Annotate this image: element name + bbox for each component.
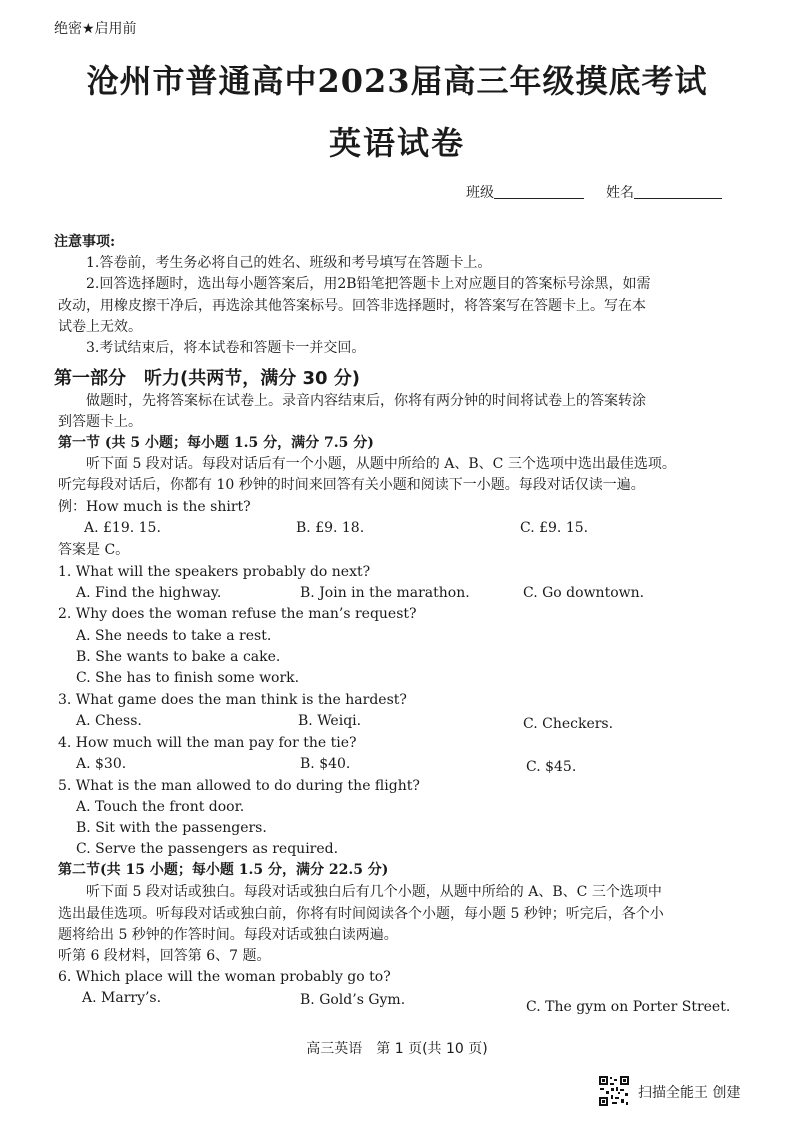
- question-6-stem: 6. Which place will the woman probably go to?: [58, 969, 391, 985]
- question-3-option-c: C. Checkers.: [523, 716, 614, 732]
- example-option-c: C. £9. 15.: [520, 520, 589, 536]
- question-2-option-b: B. She wants to bake a cake.: [76, 649, 281, 665]
- question-3-stem: 3. What game does the man think is the hardest?: [58, 692, 407, 708]
- notice-item-1: 1.答卷前，考生务必将自己的姓名、班级和考号填写在答题卡上。: [86, 255, 492, 271]
- material-6-instruction: 听第 6 段材料，回答第 6、7 题。: [58, 948, 271, 964]
- question-4-stem: 4. How much will the man pay for the tie?: [58, 735, 357, 751]
- question-2-option-c: C. She has to finish some work.: [76, 670, 300, 686]
- question-1-option-b: B. Join in the marathon.: [300, 585, 470, 601]
- part1-heading: 第一部分 听力(共两节，满分 30 分): [54, 368, 361, 389]
- question-4-option-b: B. $40.: [300, 756, 351, 772]
- question-3-option-b: B. Weiqi.: [298, 713, 362, 729]
- class-field: [466, 182, 584, 202]
- notice-item-2-line1: 2.回答选择题时，选出每小题答案后，用2B铅笔把答题卡上对应题目的答案标号涂黑，如需: [86, 276, 651, 292]
- page-footer: 高三英语 第 1 页(共 10 页): [306, 1041, 488, 1057]
- confidential-mark: 绝密★启用前: [54, 21, 137, 37]
- notice-item-2-line3: 试卷上无效。: [58, 319, 142, 335]
- question-1-option-a: A. Find the highway.: [76, 585, 222, 601]
- section2-intro-line3: 题将给出 5 秒钟的作答时间。每段对话或独白读两遍。: [58, 927, 398, 943]
- question-6-option-a: A. Marry’s.: [82, 990, 162, 1006]
- example-option-b: B. £9. 18.: [296, 520, 365, 536]
- question-4-option-c: C. $45.: [526, 759, 577, 775]
- exam-title: 沧州市普通高中2023届高三年级摸底考试: [86, 62, 708, 100]
- question-5-stem: 5. What is the man allowed to do during the flight?: [58, 778, 420, 794]
- section1-intro-line2: 听完每段对话后，你都有 10 秒钟的时间来回答有关小题和阅读下一小题。每段对话仅读一遍。: [58, 477, 645, 493]
- question-1-stem: 1. What will the speakers probably do next?: [58, 564, 371, 580]
- qr-code-icon: [598, 1075, 630, 1107]
- name-field: [606, 182, 722, 202]
- notice-item-3: 3.考试结束后，将本试卷和答题卡一并交回。: [86, 340, 366, 356]
- part1-intro-line2: 到答题卡上。: [58, 414, 142, 430]
- section1-intro-line1: 听下面 5 段对话。每段对话后有一个小题，从题中所给的 A、B、C 三个选项中选出最佳选项。: [86, 456, 676, 472]
- question-5-option-a: A. Touch the front door.: [76, 799, 245, 815]
- scanner-watermark: 扫描全能王 创建: [638, 1085, 741, 1101]
- class-label: 班级: [466, 185, 494, 201]
- question-4-option-a: A. $30.: [76, 756, 127, 772]
- question-5-option-c: C. Serve the passengers as required.: [76, 841, 339, 857]
- name-blank[interactable]: [634, 184, 722, 199]
- section1-heading: 第一节 (共 5 小题；每小题 1.5 分，满分 7.5 分): [58, 435, 374, 451]
- section2-intro-line1: 听下面 5 段对话或独白。每段对话或独白后有几个小题，从题中所给的 A、B、C 三个选项中: [86, 884, 662, 900]
- class-blank[interactable]: [494, 184, 584, 199]
- name-label: 姓名: [606, 185, 634, 201]
- question-5-option-b: B. Sit with the passengers.: [76, 820, 267, 836]
- notice-item-2-line2: 改动，用橡皮擦干净后，再选涂其他答案标号。回答非选择题时，将答案写在答题卡上。写在本: [58, 298, 646, 314]
- question-6-option-c: C. The gym on Porter Street.: [526, 999, 731, 1015]
- example-option-a: A. £19. 15.: [84, 520, 161, 536]
- section2-heading: 第二节(共 15 小题；每小题 1.5 分，满分 22.5 分): [58, 862, 389, 878]
- question-1-option-c: C. Go downtown.: [523, 585, 645, 601]
- section2-intro-line2: 选出最佳选项。听每段对话或独白前，你将有时间阅读各个小题，每小题 5 秒钟；听完后，各个小: [58, 906, 664, 922]
- part1-intro-line1: 做题时，先将答案标在试卷上。录音内容结束后，你将有两分钟的时间将试卷上的答案转涂: [86, 393, 646, 409]
- question-6-option-b: B. Gold’s Gym.: [300, 992, 406, 1008]
- question-2-option-a: A. She needs to take a rest.: [76, 628, 272, 644]
- exam-subject-title: 英语试卷: [328, 124, 465, 162]
- example-answer: 答案是 C。: [58, 542, 130, 558]
- question-3-option-a: A. Chess.: [76, 713, 142, 729]
- notice-heading: 注意事项:: [54, 234, 116, 250]
- question-2-stem: 2. Why does the woman refuse the man’s request?: [58, 606, 417, 622]
- example-question: 例：How much is the shirt?: [58, 499, 251, 515]
